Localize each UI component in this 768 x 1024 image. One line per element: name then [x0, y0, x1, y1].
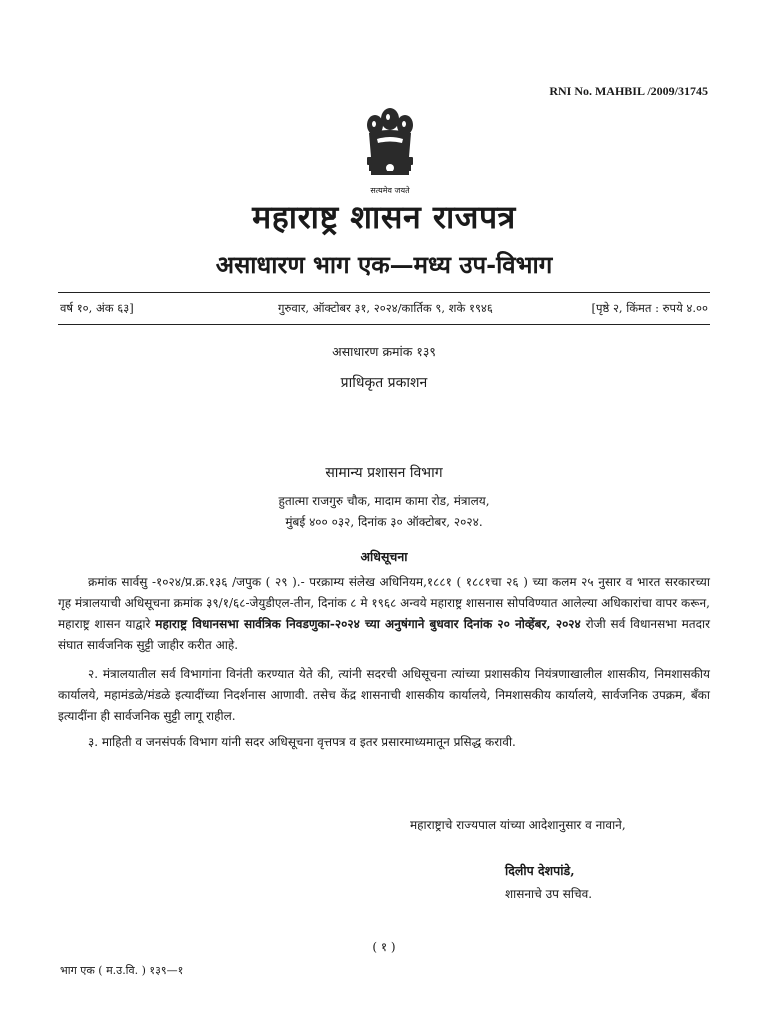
emblem-motto: सत्यमेव जयते [370, 186, 410, 195]
gazette-subtitle: असाधारण भाग एक—मध्य उप-विभाग [215, 250, 553, 279]
gazette-title: महाराष्ट्र शासन राजपत्र [252, 198, 516, 236]
top-rule-divider [58, 292, 710, 293]
signature-authority: महाराष्ट्राचे राज्यपाल यांच्या आदेशानुसार व नावाने, [410, 818, 626, 832]
signatory-name: दिलीप देशपांडे, [505, 863, 575, 878]
paragraph-1-text-c: रोजी सर्व विधानसभा मतदार संघात सार्वजनिक सुट्टी जाहीर करीत आहे. [58, 617, 710, 652]
issue-date: गुरुवार, ऑक्टोबर ३१, २०२४/कार्तिक ९, शके १९४६ [278, 301, 493, 315]
notification-paragraph-3: ३. माहिती व जनसंपर्क विभाग यांनी सदर अधिसूचना वृत्तपत्र व इतर प्रसारमाध्यमातून प्रसिद्ध करावी. [88, 735, 516, 749]
notification-heading: अधिसूचना [360, 549, 408, 564]
rni-number: RNI No. MAHBIL /2009/31745 [549, 84, 708, 98]
department-address-line2: मुंबई ४०० ०३२, दिनांक ३० ऑक्टोबर, २०२४. [285, 515, 483, 529]
bottom-rule-divider [58, 324, 710, 325]
footer-reference: भाग एक ( म.उ.वि. ) १३९—१ [60, 964, 184, 977]
authority-publication: प्राधिकृत प्रकाशन [340, 375, 428, 391]
signatory-title: शासनाचे उप सचिव. [505, 887, 593, 901]
notification-paragraph-2: २. मंत्रालयातील सर्व विभागांना विनंती करण्यात येते की, त्यांनी सदरची अधिसूचना त्यांच्या प्रशासकीय नियंत्रणाखालील शासकीय, निमशासकीय कार्यालये, महामंडळे/मंडळे इत्यादींच्या निदर्शनास आणावी. तसेच केंद्र शासनाची शासकीय कार्यालये, निमशासकीय कार्यालये, सार्वजनिक उपक्रम, बँका इत्यादींना ही सार्वजनिक सुट्टी लागू राहील. [58, 667, 710, 723]
notification-paragraph-1 [58, 572, 710, 656]
paragraph-1-text-a: क्रमांक सार्वसु -१०२४/प्र.क्र.१३६ /जपुक ( २९ ).- परक्राम्य संलेख अधिनियम,१८८१ ( १८८१चा २६ ) च्या कलम २५ नुसार व भारत सरकारच्या गृह मंत्रालयाची अधिसूचना क्रमांक ३९/१/६८-जेयुडीएल-तीन, दिनांक ८ मे १९६८ अन्वये महाराष्ट्र शासनास सोपविण्यात आलेल्या अधिकारांचा वापर करून, महाराष्ट्र शासन याद्वारे [58, 575, 710, 631]
volume-issue: वर्ष १०, अंक ६३] [60, 301, 134, 315]
page-number: ( १ ) [372, 940, 396, 954]
extraordinary-number: असाधारण क्रमांक १३९ [332, 344, 436, 359]
department-name: सामान्य प्रशासन विभाग [325, 465, 443, 481]
pages-price: [पृष्ठे २, किंमत : रुपये ४.०० [591, 301, 708, 315]
paragraph-1-highlight: महाराष्ट्र विधानसभा सार्वत्रिक निवडणुका-२०२४ च्या अनुषंगाने बुधवार दिनांक २० नोव्हेंबर, २०२४ [155, 617, 581, 631]
department-address-line1: हुतात्मा राजगुरु चौक, मादाम कामा रोड, मंत्रालय, [278, 494, 490, 508]
